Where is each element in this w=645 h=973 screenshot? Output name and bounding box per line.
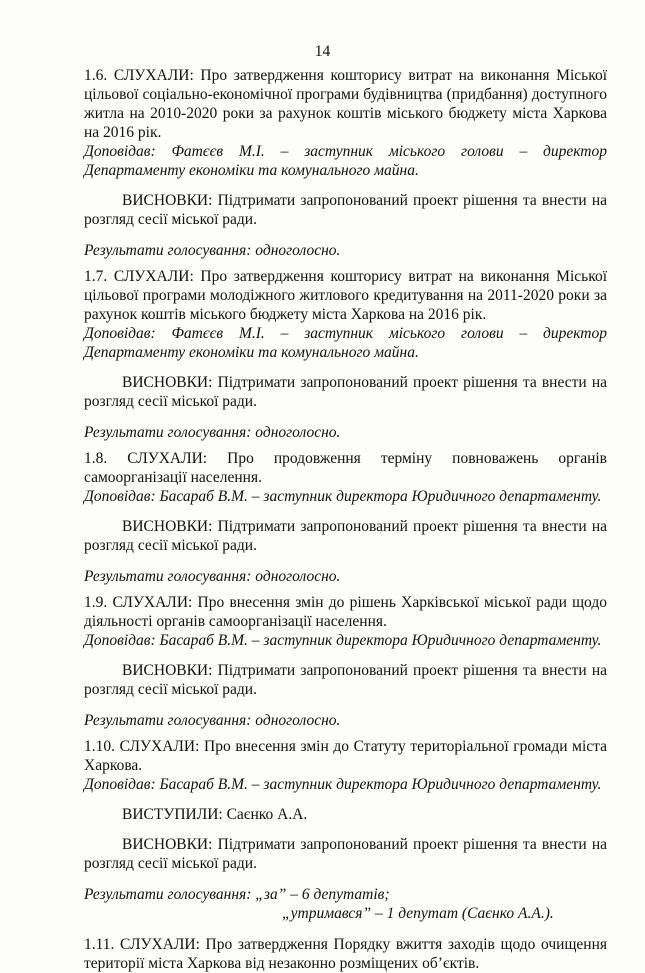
heard-text: 1.10. СЛУХАЛИ: Про внесення змін до Статуту територіальної громади міста Харкова. bbox=[84, 738, 607, 774]
votes-text: Результати голосування: одноголосно. bbox=[84, 712, 341, 729]
agenda-item-1-11 bbox=[84, 935, 607, 973]
speaker-text: Доповідав: Фатєєв М.І. – заступник міського голови – директор Департаменту економіки та комунального майна. bbox=[84, 325, 607, 361]
conclusion-text: ВИСНОВКИ: Підтримати запропонований проект рішення та внести на розгляд сесії міської ради. bbox=[84, 374, 607, 410]
votes-text: Результати голосування: одноголосно. bbox=[84, 568, 341, 585]
conclusion-text: ВИСНОВКИ: Підтримати запропонований проект рішення та внести на розгляд сесії міської ради. bbox=[84, 836, 607, 872]
conclusion-text: ВИСНОВКИ: Підтримати запропонований проект рішення та внести на розгляд сесії міської ради. bbox=[84, 192, 607, 228]
agenda-item-1-9 bbox=[84, 593, 607, 730]
votes-text: Результати голосування: одноголосно. bbox=[84, 424, 341, 441]
votes-text: Результати голосування: одноголосно. bbox=[84, 242, 341, 259]
speaker-text: Доповідав: Басараб В.М. – заступник директора Юридичного департаменту. bbox=[84, 776, 602, 793]
page-content bbox=[84, 66, 607, 973]
page-number: 14 bbox=[314, 43, 331, 60]
votes-text-line2: „утримався” – 1 депутат (Саєнко А.А.). bbox=[282, 905, 554, 922]
agenda-item-1-8 bbox=[84, 449, 607, 586]
speaker-text: Доповідав: Басараб В.М. – заступник директора Юридичного департаменту. bbox=[84, 488, 602, 505]
agenda-item-1-6 bbox=[84, 66, 607, 260]
speaker-text: Доповідав: Фатєєв М.І. – заступник міського голови – директор Департаменту економіки та комунального майна. bbox=[84, 143, 607, 179]
heard-text: 1.7. СЛУХАЛИ: Про затвердження кошторису витрат на виконання Міської цільової програми молодіжного житлового кредитування на 2011-2020 роки за рахунок коштів міського бюджету міста Харкова на 2016 рік. bbox=[84, 268, 607, 323]
speaker-text: Доповідав: Басараб В.М. – заступник директора Юридичного департаменту. bbox=[84, 632, 602, 649]
conclusion-text: ВИСНОВКИ: Підтримати запропонований проект рішення та внести на розгляд сесії міської ради. bbox=[84, 518, 607, 554]
conclusion-text: ВИСНОВКИ: Підтримати запропонований проект рішення та внести на розгляд сесії міської ради. bbox=[84, 662, 607, 698]
heard-text: 1.6. СЛУХАЛИ: Про затвердження кошторису витрат на виконання Міської цільової соціально-економічної програми будівництва (придбання) доступного житла на 2010-2020 роки за рахунок коштів міського бюджету міста Харкова на 2016 рік. bbox=[84, 67, 607, 141]
agenda-item-1-10 bbox=[84, 737, 607, 923]
heard-text: 1.8. СЛУХАЛИ: Про продовження терміну повноважень органів самоорганізації населення. bbox=[84, 450, 607, 486]
votes-text: Результати голосування: „за” – 6 депутатів; bbox=[84, 886, 390, 903]
heard-text: 1.11. СЛУХАЛИ: Про затвердження Порядку вжиття заходів щодо очищення території міста Харкова від незаконно розміщених об’єктів. bbox=[84, 936, 607, 972]
heard-text: 1.9. СЛУХАЛИ: Про внесення змін до рішень Харківської міської ради щодо діяльності органів самоорганізації населення. bbox=[84, 594, 607, 630]
agenda-item-1-7 bbox=[84, 267, 607, 442]
spoke-text: ВИСТУПИЛИ: Саєнко А.А. bbox=[122, 806, 308, 823]
